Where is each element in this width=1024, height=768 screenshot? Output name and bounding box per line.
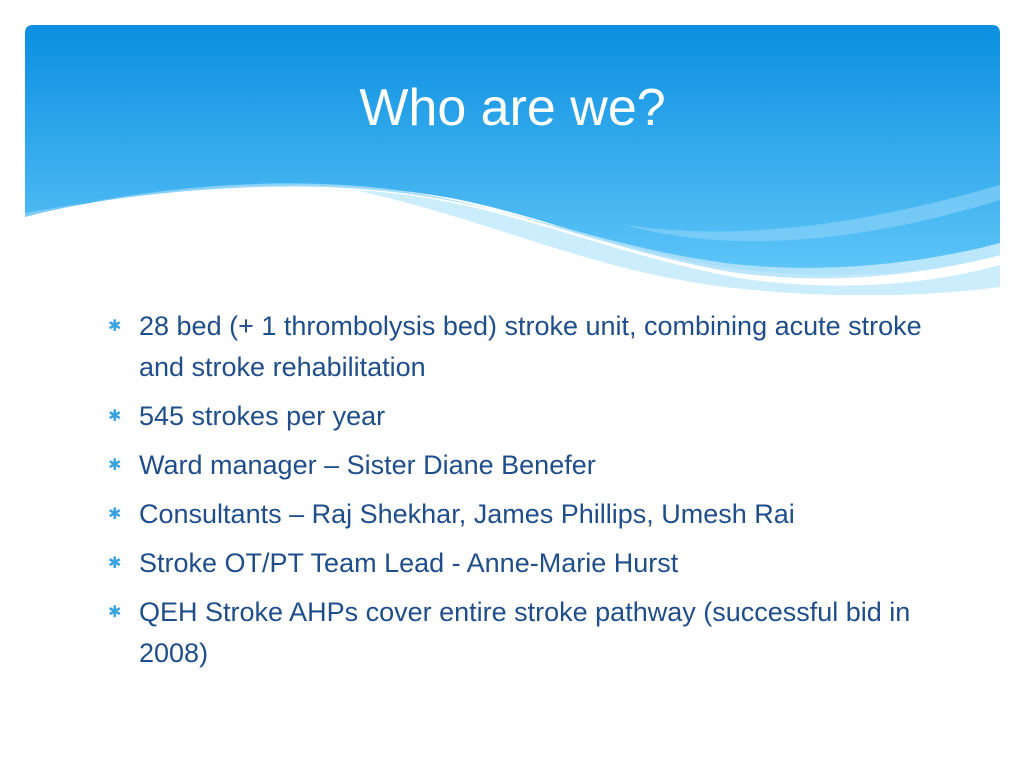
bullet-item [108, 306, 928, 388]
bullet-text: Stroke OT/PT Team Lead - Anne-Marie Hurst [139, 548, 679, 578]
bullet-text: Ward manager – Sister Diane Benefer [139, 450, 596, 480]
bullet-text: 545 strokes per year [139, 401, 386, 431]
bullet-item [108, 445, 928, 486]
bullet-item [108, 543, 928, 584]
title-banner [25, 25, 1000, 295]
asterisk-icon: ✱ [108, 506, 122, 523]
asterisk-icon: ✱ [108, 555, 122, 572]
bullet-item [108, 494, 928, 535]
asterisk-icon: ✱ [108, 457, 122, 474]
bullet-item [108, 592, 928, 674]
banner-wave-graphic [25, 25, 1000, 295]
bullet-text: QEH Stroke AHPs cover entire stroke pathway (successful bid in 2008) [139, 597, 911, 668]
bullet-text: 28 bed (+ 1 thrombolysis bed) stroke unit, combining acute stroke and stroke rehabilitation [139, 311, 922, 382]
asterisk-icon: ✱ [108, 318, 122, 335]
slide-title: Who are we? [359, 79, 666, 137]
bullet-text: Consultants – Raj Shekhar, James Phillips, Umesh Rai [139, 499, 795, 529]
asterisk-icon: ✱ [108, 604, 122, 621]
bullet-item [108, 396, 928, 437]
asterisk-icon: ✱ [108, 408, 122, 425]
bullet-list [108, 306, 928, 682]
